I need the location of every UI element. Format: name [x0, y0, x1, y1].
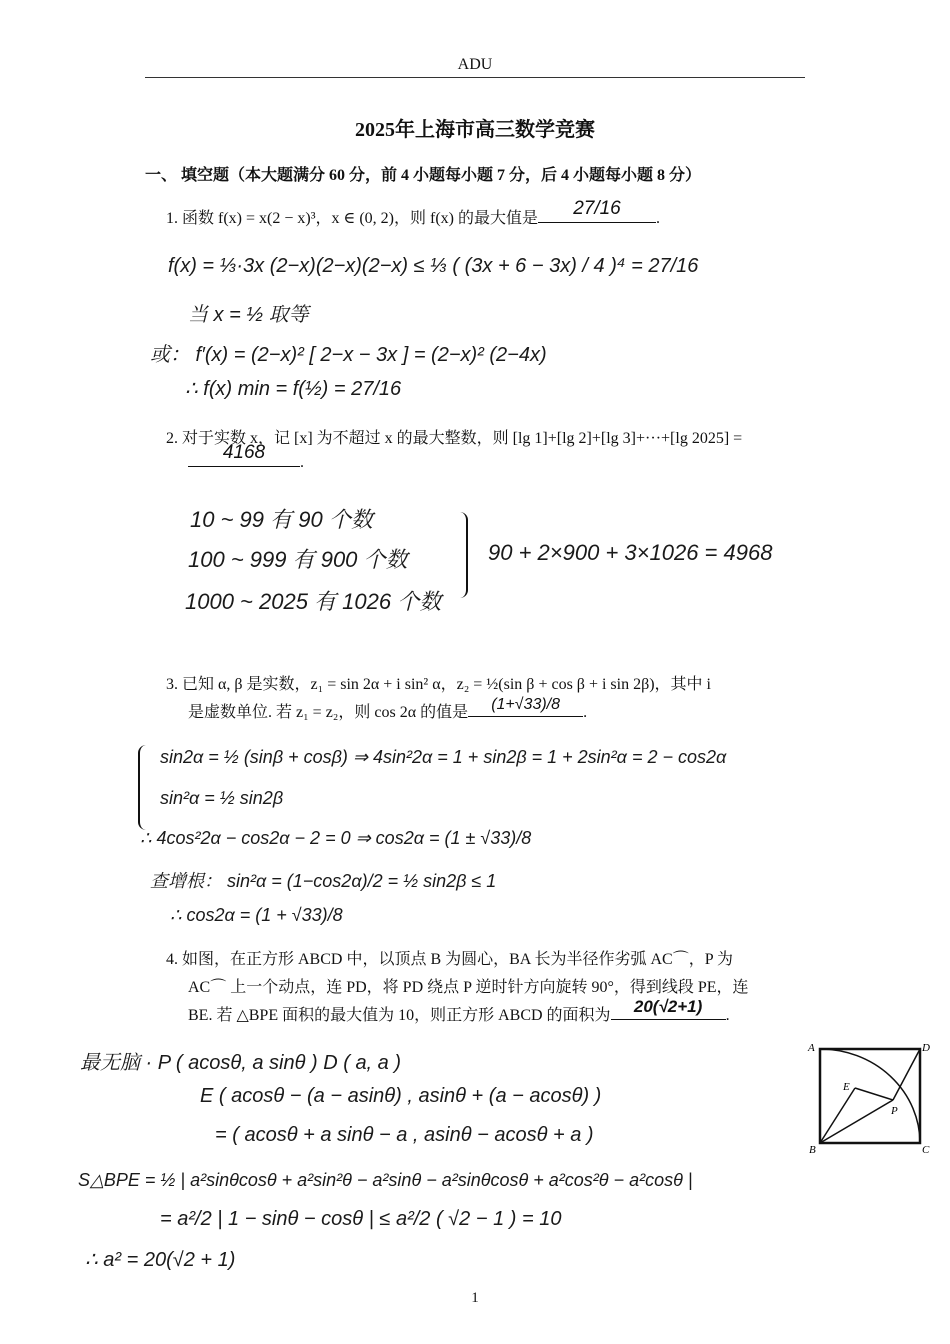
- brace: [456, 512, 468, 598]
- question-text: BE. 若 △BPE 面积的最大值为 10，则正方形 ABCD 的面积为: [188, 1007, 611, 1024]
- brace: [138, 745, 150, 830]
- question-3-line-2: [188, 696, 588, 722]
- answer-blank: [188, 442, 300, 467]
- hw-line: 90 + 2×900 + 3×1026 = 4968: [488, 540, 773, 565]
- label-e: E: [843, 1081, 850, 1093]
- hw-line: sin2α = ½ (sinβ + cosβ) ⇒ 4sin²2α = 1 + sin2β = 1 + 2sin²α = 2 − cos2α: [160, 747, 727, 767]
- hw-line: 10 ~ 99 有 90 个数: [190, 507, 373, 532]
- question-2-blank-line: [188, 442, 304, 472]
- hw-line: 1000 ~ 2025 有 1026 个数: [185, 589, 442, 614]
- handwritten-answer: (1+√33)/8: [491, 696, 561, 713]
- label-c: C: [922, 1144, 930, 1156]
- hw-line: E ( acosθ − (a − asinθ) , asinθ + (a − acosθ) ): [200, 1085, 602, 1107]
- period: .: [583, 704, 588, 721]
- question-4-line-1: 4. 如图，在正方形 ABCD 中，以顶点 B 为圆心，BA 长为半径作劣弧 AC⌒，P 为: [166, 951, 734, 968]
- hw-line: 或： f′(x) = (2−x)² [ 2−x − 3x ] = (2−x)² (2−4x): [150, 344, 547, 366]
- label-b: B: [809, 1144, 816, 1156]
- hw-line: ∴ f(x) min = f(½) = 27/16: [185, 378, 402, 400]
- hw-line: = a²/2 | 1 − sinθ − cosθ | ≤ a²/2 ( √2 − 1 ) = 10: [160, 1208, 562, 1230]
- hw-line: ∴ a² = 20(√2 + 1): [85, 1249, 236, 1271]
- page-number: 1: [471, 1290, 479, 1306]
- header-rule: [145, 77, 805, 78]
- answer-blank: [538, 198, 656, 223]
- period: .: [300, 454, 304, 471]
- page-header: ADU: [457, 56, 493, 73]
- hw-line: 查增根： sin²α = (1−cos2α)/2 = ½ sin2β ≤ 1: [150, 871, 497, 891]
- period: .: [655, 210, 660, 227]
- question-3-line-1: 3. 已知 α, β 是实数，z₁ = sin 2α + i sin² α，z₂ = ½(sin β + cos β + i sin 2β)，其中 i: [166, 676, 711, 693]
- question-text: 1. 函数 f(x) = x(2 − x)³，x ∈ (0, 2)，则 f(x) 的最大值是: [166, 210, 538, 227]
- segment-bp: [820, 1100, 893, 1143]
- question-2: 2. 对于实数 x，记 [x] 为不超过 x 的最大整数，则 [lg 1]+[lg 2]+[lg 3]+···+[lg 2025] =: [166, 430, 743, 447]
- question-4-line-2: AC⌒ 上一个动点，连 PD，将 PD 绕点 P 逆时针方向旋转 90°，得到线段 PE，连: [188, 979, 749, 996]
- label-a: A: [808, 1042, 815, 1054]
- hw-line: ∴ 4cos²2α − cos2α − 2 = 0 ⇒ cos2α = (1 ± √33)/8: [140, 828, 532, 848]
- handwritten-answer: 20(√2+1): [633, 997, 703, 1016]
- square-abcd: [820, 1049, 920, 1143]
- hw-line: = ( acosθ + a sinθ − a , asinθ − acosθ + a ): [215, 1124, 594, 1146]
- hw-line: S△BPE = ½ | a²sinθcosθ + a²sin²θ − a²sinθ − a²sinθcosθ + a²cos²θ − a²cosθ |: [78, 1170, 693, 1190]
- section-heading: 一、 填空题（本大题满分 60 分，前 4 小题每小题 7 分，后 4 小题每小题 8 分）: [145, 167, 702, 184]
- answer-blank: [611, 997, 726, 1020]
- question-1: [166, 198, 660, 228]
- handwritten-answer: 4168: [222, 442, 266, 463]
- hw-line: ∴ cos2α = (1 + √33)/8: [170, 905, 343, 925]
- label-p: P: [891, 1105, 898, 1117]
- period: .: [725, 1007, 730, 1024]
- arc-ac: [820, 1049, 920, 1143]
- document-title: 2025年上海市高三数学竞赛: [355, 119, 595, 141]
- hw-line: 当 x = ½ 取等: [188, 304, 309, 326]
- segment-pd: [893, 1049, 920, 1100]
- hw-line: 最无脑 · P ( acosθ, a sinθ ) D ( a, a ): [80, 1052, 402, 1074]
- square-figure: [805, 1040, 935, 1158]
- handwritten-answer: 27/16: [573, 198, 621, 219]
- answer-blank: [468, 696, 583, 717]
- label-d: D: [922, 1042, 930, 1054]
- hw-line: sin²α = ½ sin2β: [160, 788, 284, 808]
- segment-pe: [855, 1088, 893, 1100]
- hw-line: f(x) = ⅓·3x (2−x)(2−x)(2−x) ≤ ⅓ ( (3x + 6 − 3x) / 4 )⁴ = 27/16: [168, 255, 699, 277]
- question-4-line-3: [188, 997, 730, 1025]
- segment-be: [820, 1088, 855, 1143]
- hw-line: 100 ~ 999 有 900 个数: [188, 547, 408, 572]
- question-text: 是虚数单位. 若 z₁ = z₂，则 cos 2α 的值是: [188, 704, 469, 721]
